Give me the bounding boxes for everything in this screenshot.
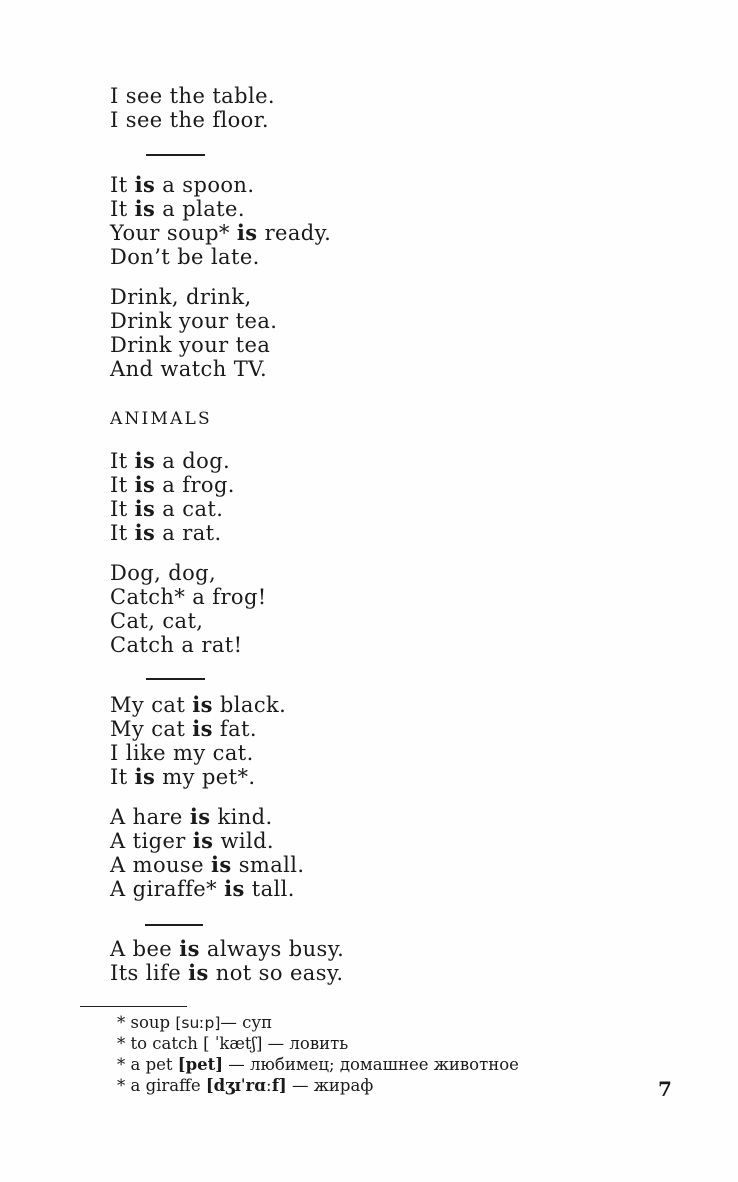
poem-line [110,221,331,245]
section-title: ANIMALS [110,409,212,429]
bold-verb-is: is [192,692,213,717]
separator-rule [146,154,205,156]
line-text: It [110,765,135,789]
stanza-2 [110,173,331,269]
line-text: A bee [110,937,180,961]
line-text: Its life [110,961,189,985]
line-text: tall. [244,877,295,901]
poem-line: Dog, dog, [110,561,217,585]
footnote-term: * a giraffe [117,1076,206,1095]
footnotes [117,1012,519,1096]
bold-verb-is: is [224,876,245,901]
bold-verb-is: is [179,936,200,961]
stanza-3 [110,285,277,381]
footnote-phonetic: [dʒɪˈrɑːf] [205,1076,287,1095]
bold-verb-is: is [211,852,232,877]
line-text: It [110,449,135,473]
poem-line: Drink your tea. [110,309,278,333]
line-text: It [110,173,135,197]
line-text: It [110,521,135,545]
footnote [117,1054,519,1075]
footnote-rule [80,1006,187,1007]
poem-line: Drink your tea [110,333,271,357]
line-text: small. [231,853,305,877]
poem-line: Drink, drink, [110,285,252,309]
poem-line: I see the floor. [110,108,269,132]
stanza-7 [110,805,304,901]
footnote-term: * soup [117,1013,176,1032]
stanza-1 [110,84,275,132]
bold-verb-is: is [189,804,211,829]
bold-verb-is: is [134,520,156,545]
line-text: black. [212,693,287,717]
line-text: My cat [110,693,193,717]
poem-line [110,829,304,853]
footnote-translation: — любимец; домашнее животное [223,1055,519,1074]
line-text: my pet*. [155,765,256,789]
line-text: A hare [110,805,190,829]
footnote [117,1012,519,1033]
line-text: A mouse [110,853,212,877]
footnote-phonetic: [ ˈkætʃ] [203,1034,263,1053]
line-text: not so easy. [208,961,344,985]
line-text: wild. [213,829,274,853]
line-text: A tiger [110,829,193,853]
bold-verb-is: is [134,472,156,497]
footnote-phonetic: [suːp] [175,1014,221,1032]
bold-verb-is: is [236,220,258,245]
stanza-5 [110,561,267,657]
bold-verb-is: is [192,716,213,741]
footnote [117,1033,519,1054]
footnote-term: * a pet [117,1055,178,1074]
bold-verb-is: is [134,196,156,221]
line-text: It [110,473,135,497]
line-text: A giraffe* [110,877,225,901]
footnote-phonetic: [pet] [177,1055,224,1074]
poem-line: And watch TV. [110,357,268,381]
bold-verb-is: is [188,960,209,985]
bold-verb-is: is [134,172,156,197]
footnote [117,1075,519,1096]
poem-line [110,473,235,497]
poem-line [110,805,304,829]
poem-line: I like my cat. [110,741,254,765]
footnote-translation: — суп [220,1013,273,1032]
poem-line [110,693,286,717]
line-text: a cat. [155,497,224,521]
poem-line [110,961,344,985]
bold-verb-is: is [192,828,214,853]
line-text: a spoon. [155,173,255,197]
line-text: fat. [212,717,257,741]
poem-line [110,173,331,197]
stanza-4 [110,449,235,545]
poem-line: Catch a rat! [110,633,243,657]
poem-line: Cat, cat, [110,609,204,633]
line-text: always busy. [199,937,345,961]
page-number: 7 [658,1077,672,1101]
poem-line: I see the table. [110,84,275,108]
bold-verb-is: is [134,448,156,473]
footnote-term: * to catch [117,1034,204,1053]
stanza-8 [110,937,344,985]
bold-verb-is: is [134,496,156,521]
line-text: a plate. [155,197,245,221]
poem-line: Don’t be late. [110,245,260,269]
poem-line [110,937,344,961]
footnote-translation: — ловить [262,1034,349,1053]
line-text: a dog. [155,449,231,473]
poem-line [110,497,235,521]
bold-verb-is: is [134,764,156,789]
poem-line [110,853,304,877]
line-text: a frog. [155,473,235,497]
line-text: It [110,197,135,221]
poem-line [110,717,286,741]
poem-line [110,521,235,545]
line-text: ready. [257,221,332,245]
line-text: Your soup* [110,221,237,245]
poem-line: Catch* a frog! [110,585,267,609]
poem-line [110,449,235,473]
footnote-translation: — жираф [286,1076,374,1095]
separator-rule [145,924,203,926]
line-text: It [110,497,135,521]
poem-line [110,765,286,789]
line-text: a rat. [155,521,222,545]
separator-rule [146,678,205,680]
line-text: kind. [210,805,273,829]
poem-line [110,197,331,221]
poem-line [110,877,304,901]
line-text: My cat [110,717,193,741]
stanza-6 [110,693,286,789]
